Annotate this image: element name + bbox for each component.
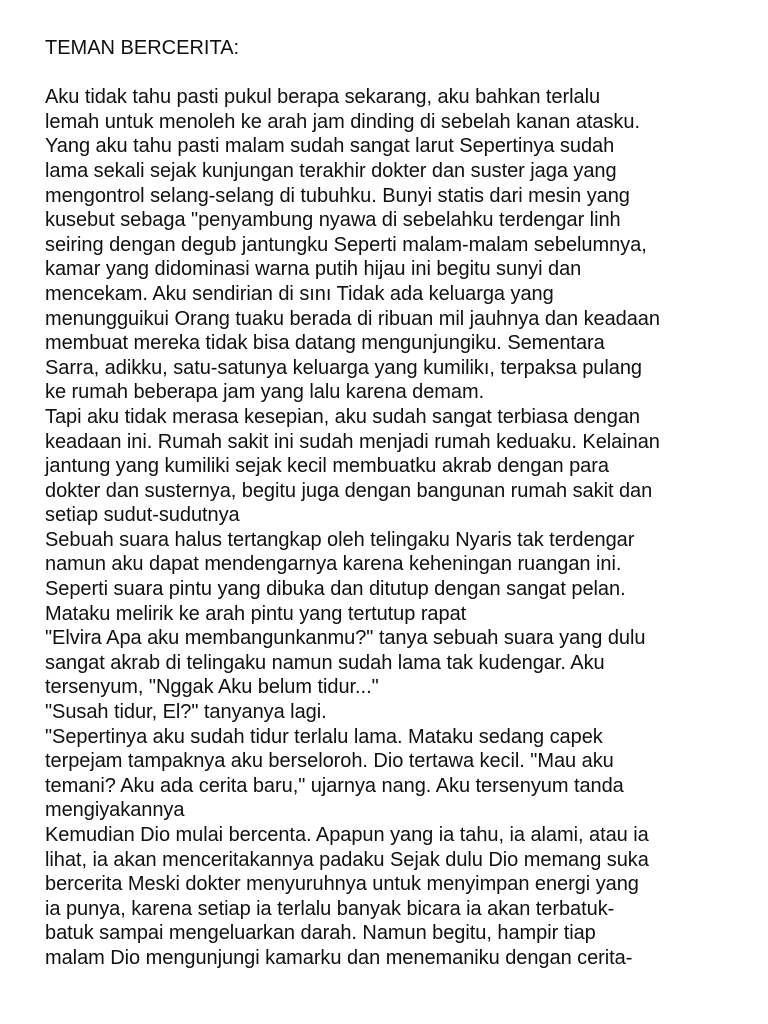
text-line: mencekam. Aku sendirian di sını Tidak ada keluarga yang [45, 282, 554, 305]
text-line: lama sekali sejak kunjungan terakhir dokter dan suster jaga yang [45, 159, 617, 182]
document-title: TEMAN BERCERITA: [45, 37, 240, 59]
text-line: menungguikui Orang tuaku berada di ribuan mil jauhnya dan keadaan [45, 307, 660, 330]
text-line: Seperti suara pintu yang dibuka dan ditutup dengan sangat pelan. [45, 578, 626, 601]
blank-line [45, 61, 744, 86]
text-line: bercerita Meski dokter menyuruhnya untuk menyimpan energi yang [45, 873, 639, 896]
text-line: tersenyum, "Nggak Aku belum tidur..." [45, 676, 379, 699]
text-line: Sebuah suara halus tertangkap oleh telingaku Nyaris tak terdengar [45, 528, 635, 551]
text-line: lihat, ia akan menceritakannya padaku Sejak dulu Dio memang suka [45, 848, 649, 871]
text-line: batuk sampai mengeluarkan darah. Namun begitu, hampir tiap [45, 922, 596, 945]
text-line: malam Dio mengunjungi kamarku dan menemaniku dengan cerita- [45, 946, 633, 969]
text-line: setiap sudut-sudutnya [45, 504, 240, 527]
text-line: namun aku dapat mendengarnya karena keheningan ruangan ini. [45, 553, 622, 576]
text-line: Yang aku tahu pasti malam sudah sangat larut Sepertinya sudah [45, 135, 615, 158]
text-line: sangat akrab di telingaku namun sudah lama tak kudengar. Aku [45, 651, 605, 674]
text-line: terpejam tampaknya aku berseloroh. Dio tertawa kecil. "Mau aku [45, 750, 614, 773]
text-line: ia punya, karena setiap ia terlalu banyak bicara ia akan terbatuk- [45, 897, 615, 920]
text-line: Sarra, adikku, satu-satunya keluarga yang kumilikı, terpaksa pulang [45, 356, 642, 379]
text-line: temani? Aku ada cerita baru," ujarnya nang. Aku tersenyum tanda [45, 774, 624, 797]
text-line: Aku tidak tahu pasti pukul berapa sekarang, aku bahkan terlalu [45, 86, 601, 109]
text-line: ke rumah beberapa jam yang lalu karena demam. [45, 381, 485, 404]
text-line: membuat mereka tidak bisa datang mengunjungiku. Sementara [45, 332, 605, 355]
text-line: mengiyakannya [45, 799, 185, 822]
text-line: "Sepertinya aku sudah tidur terlalu lama. Mataku sedang capek [45, 725, 603, 748]
text-line: mengontrol selang-selang di tubuhku. Bunyi statis dari mesin yang [45, 184, 630, 207]
text-line: seiring dengan degub jantungku Seperti malam-malam sebelumnya, [45, 233, 647, 256]
text-line: kusebut sebaga "penyambung nyawa di sebelahku terdengar linh [45, 209, 621, 232]
document-body [45, 85, 744, 970]
text-line: "Elvira Apa aku membangunkanmu?" tanya sebuah suara yang dulu [45, 627, 646, 650]
text-line: keadaan ini. Rumah sakit ini sudah menjadi rumah keduaku. Kelainan [45, 430, 660, 453]
text-line: Kemudian Dio mulai bercenta. Apapun yang ia tahu, ia alami, atau ia [45, 824, 649, 846]
text-line: Mataku melirik ke arah pintu yang tertutup rapat [45, 602, 467, 625]
text-line: kamar yang didominasi warna putih hijau ini begitu sunyi dan [45, 258, 582, 281]
text-line: lemah untuk menoleh ke arah jam dinding di sebelah kanan atasku. [45, 110, 640, 133]
text-line: jantung yang kumiliki sejak kecil membuatku akrab dengan para [45, 455, 609, 478]
text-line: dokter dan susternya, begitu juga dengan bangunan rumah sakit dan [45, 479, 653, 502]
text-line: Tapi aku tidak merasa kesepian, aku sudah sangat terbiasa dengan [45, 405, 640, 428]
text-line: "Susah tidur, El?" tanyanya lagi. [45, 701, 327, 724]
